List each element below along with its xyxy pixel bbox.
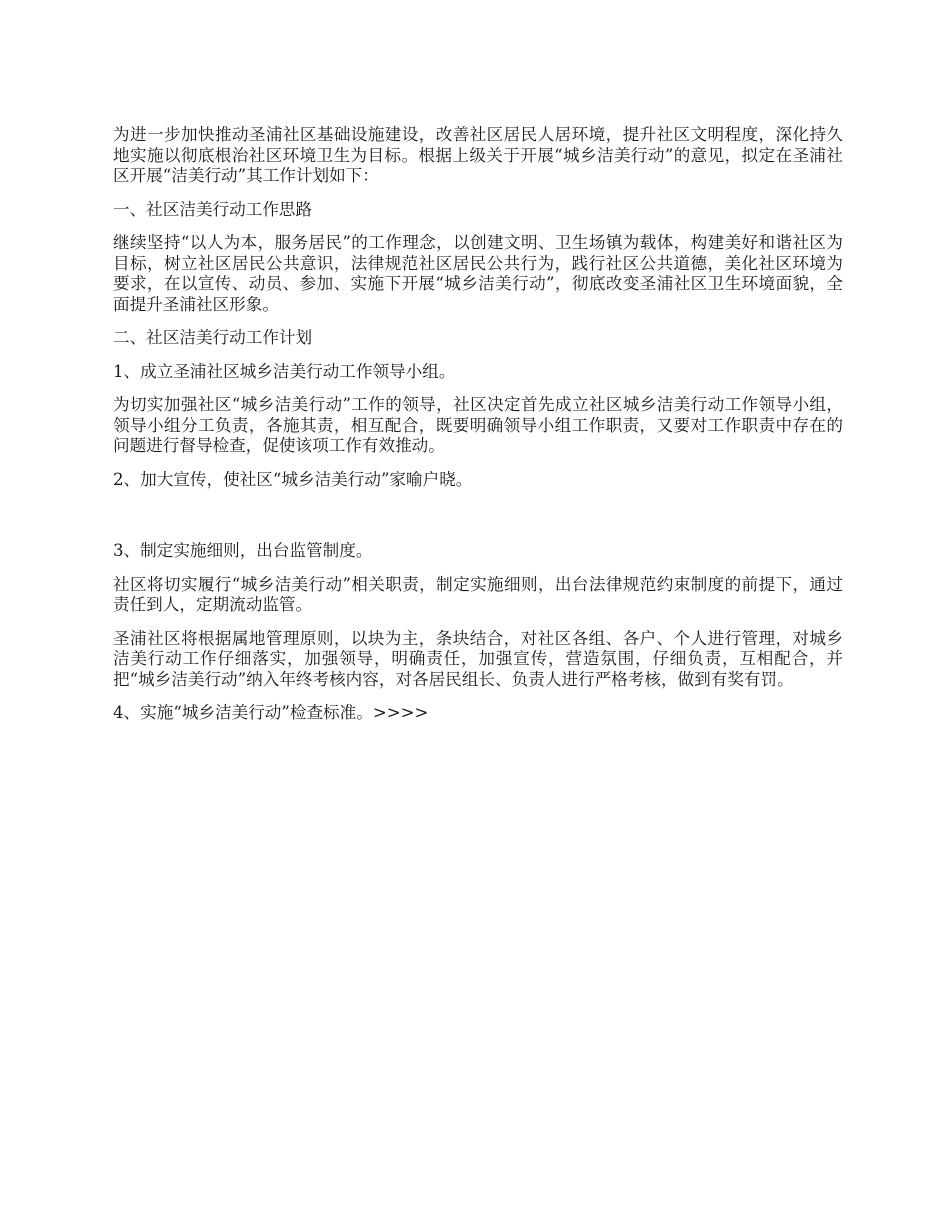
blank-space	[113, 503, 843, 541]
document-page	[113, 125, 843, 737]
item-2-heading: 2、加大宣传，使社区“城乡洁美行动”家喻户晓。	[113, 469, 473, 489]
item-1-paragraph: 为切实加强社区“城乡洁美行动”工作的领导，社区决定首先成立社区城乡洁美行动工作领导小组，领导小组分工负责，各施其责，相互配合，既要明确领导小组工作职责，又要对工作职责中存在的问题进行督导检查，促使该项工作有效推动。	[113, 395, 843, 455]
intro-paragraph: 为进一步加快推动圣浦社区基础设施建设，改善社区居民人居环境，提升社区文明程度，深化持久地实施以彻底根治社区环境卫生为目标。根据上级关于开展“城乡洁美行动”的意见，拟定在圣浦社区开展“洁美行动”其工作计划如下：	[113, 125, 843, 185]
section-heading-1: 一、社区洁美行动工作思路	[113, 199, 313, 219]
section-heading-2: 二、社区洁美行动工作计划	[113, 328, 313, 347]
item-1-heading: 1、成立圣浦社区城乡洁美行动工作领导小组。	[113, 361, 456, 381]
section-1-paragraph: 继续坚持“以人为本，服务居民”的工作理念，以创建文明、卫生场镇为载体，构建美好和谐社区为目标，树立社区居民公共意识，法律规范社区居民公共行为，践行社区公共道德，美化社区环境为要求，在以宣传、动员、参加、实施下开展“城乡洁美行动”，彻底改变圣浦社区卫生环境面貌，全面提升圣浦社区形象。	[113, 233, 843, 314]
item-3-paragraph-2: 圣浦社区将根据属地管理原则，以块为主，条块结合，对社区各组、各户、个人进行管理，对城乡洁美行动工作仔细落实，加强领导，明确责任，加强宣传，营造氛围，仔细负责，互相配合，并把“城乡洁美行动”纳入年终考核内容，对各居民组长、负责人进行严格考核，做到有奖有罚。	[113, 628, 843, 689]
item-3-heading: 3、制定实施细则，出台监管制度。	[113, 541, 373, 560]
item-3-paragraph-1: 社区将切实履行“城乡洁美行动”相关职责，制定实施细则，出台法律规范约束制度的前提下，通过责任到人，定期流动监管。	[113, 574, 843, 614]
item-4-heading: 4、实施“城乡洁美行动”检查标准。>>>>	[113, 703, 429, 722]
